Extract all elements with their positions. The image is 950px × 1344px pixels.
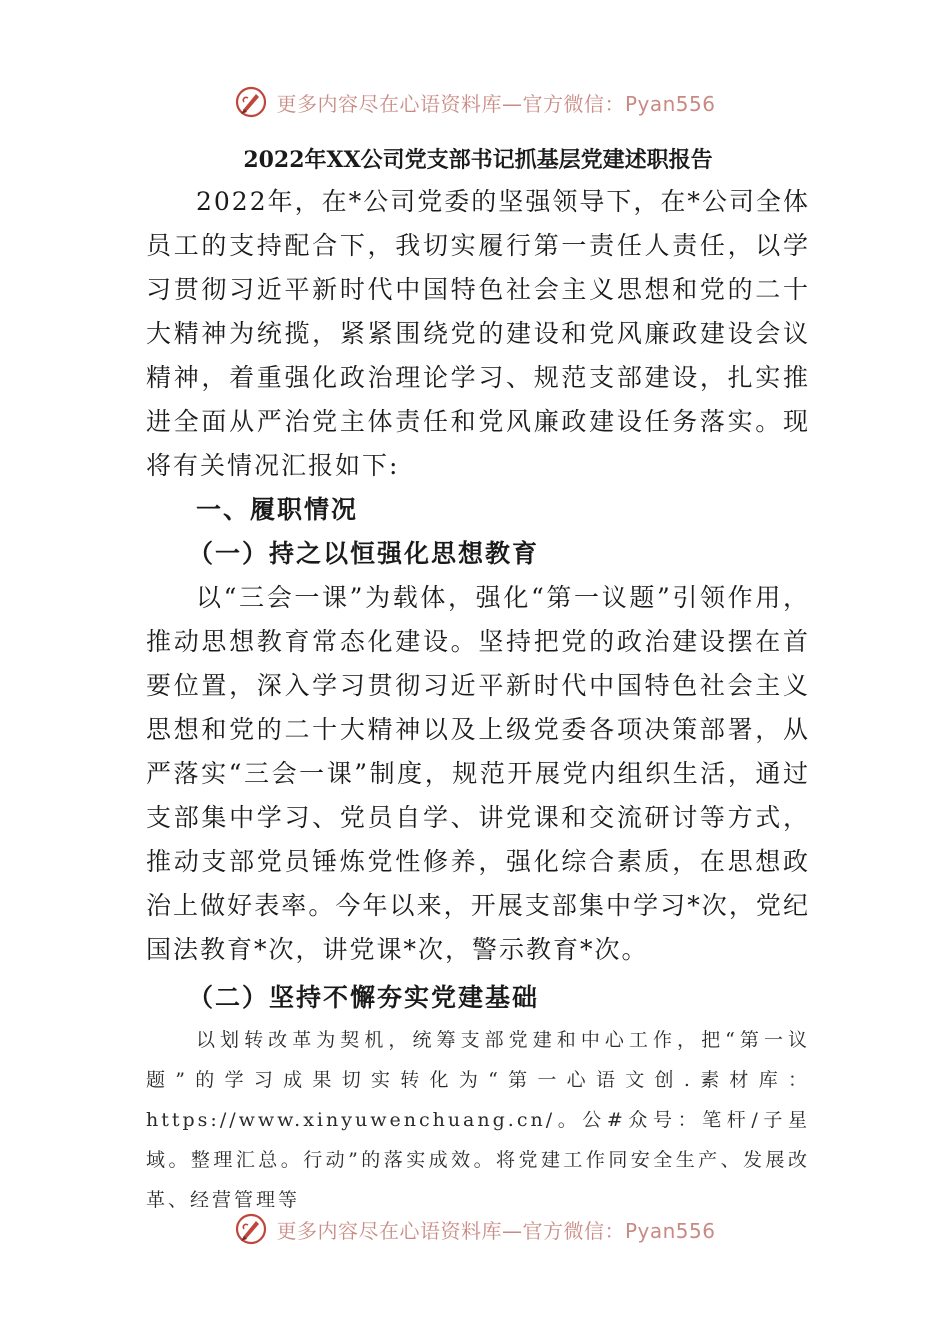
pen-logo-icon — [234, 85, 268, 119]
subsection-1-paragraph: 以“三会一课”为载体，强化“第一议题”引领作用，推动思想教育常态化建设。坚持把党的政治建设摆在首要位置，深入学习贯彻习近平新时代中国特色社会主义思想和党的二十大精神以及上级党委各项决策部署，从严落实“三会一课”制度，规范开展党内组织生活，通过支部集中学习、党员自学、讲党课和交流研讨等方式，推动支部党员锤炼党性修养，强化综合素质，在思想政治上做好表率。今年以来，开展支部集中学习*次，党纪国法教育*次，讲党课*次，警示教育*次。 — [146, 583, 810, 964]
watermark-header — [0, 82, 950, 122]
subsection-2-paragraph: 以划转改革为契机，统筹支部党建和中心工作，把“第一议题”的学习成果切实转化为“第一心语文创.素材库：https://www.xinyuwenchuang.cn/。公#众号：笔杆/子星域。整理汇总。行动”的落实成效。将党建工作同安全生产、发展改革、经营管理等 — [146, 1029, 810, 1211]
document-body — [146, 140, 810, 1220]
document-title: 2022年XX公司党支部书记抓基层党建述职报告 — [243, 147, 713, 173]
section-heading-1: 一、履职情况 — [196, 495, 359, 524]
watermark-footer — [0, 1209, 950, 1249]
pen-logo-icon — [234, 1212, 268, 1246]
intro-paragraph: 2022年，在*公司党委的坚强领导下，在*公司全体员工的支持配合下，我切实履行第一责任人责任，以学习贯彻习近平新时代中国特色社会主义思想和党的二十大精神为统揽，紧紧围绕党的建设和党风廉政建设会议精神，着重强化政治理论学习、规范支部建设，扎实推进全面从严治党主体责任和党风廉政建设任务落实。现将有关情况汇报如下: — [146, 187, 810, 480]
subsection-heading-2: （二）坚持不懈夯实党建基础 — [188, 983, 540, 1012]
watermark-text: 更多内容尽在心语资料库—官方微信：Pyan556 — [276, 1218, 716, 1243]
watermark-text: 更多内容尽在心语资料库—官方微信：Pyan556 — [276, 91, 716, 116]
subsection-heading-1: （一）持之以恒强化思想教育 — [188, 539, 540, 568]
